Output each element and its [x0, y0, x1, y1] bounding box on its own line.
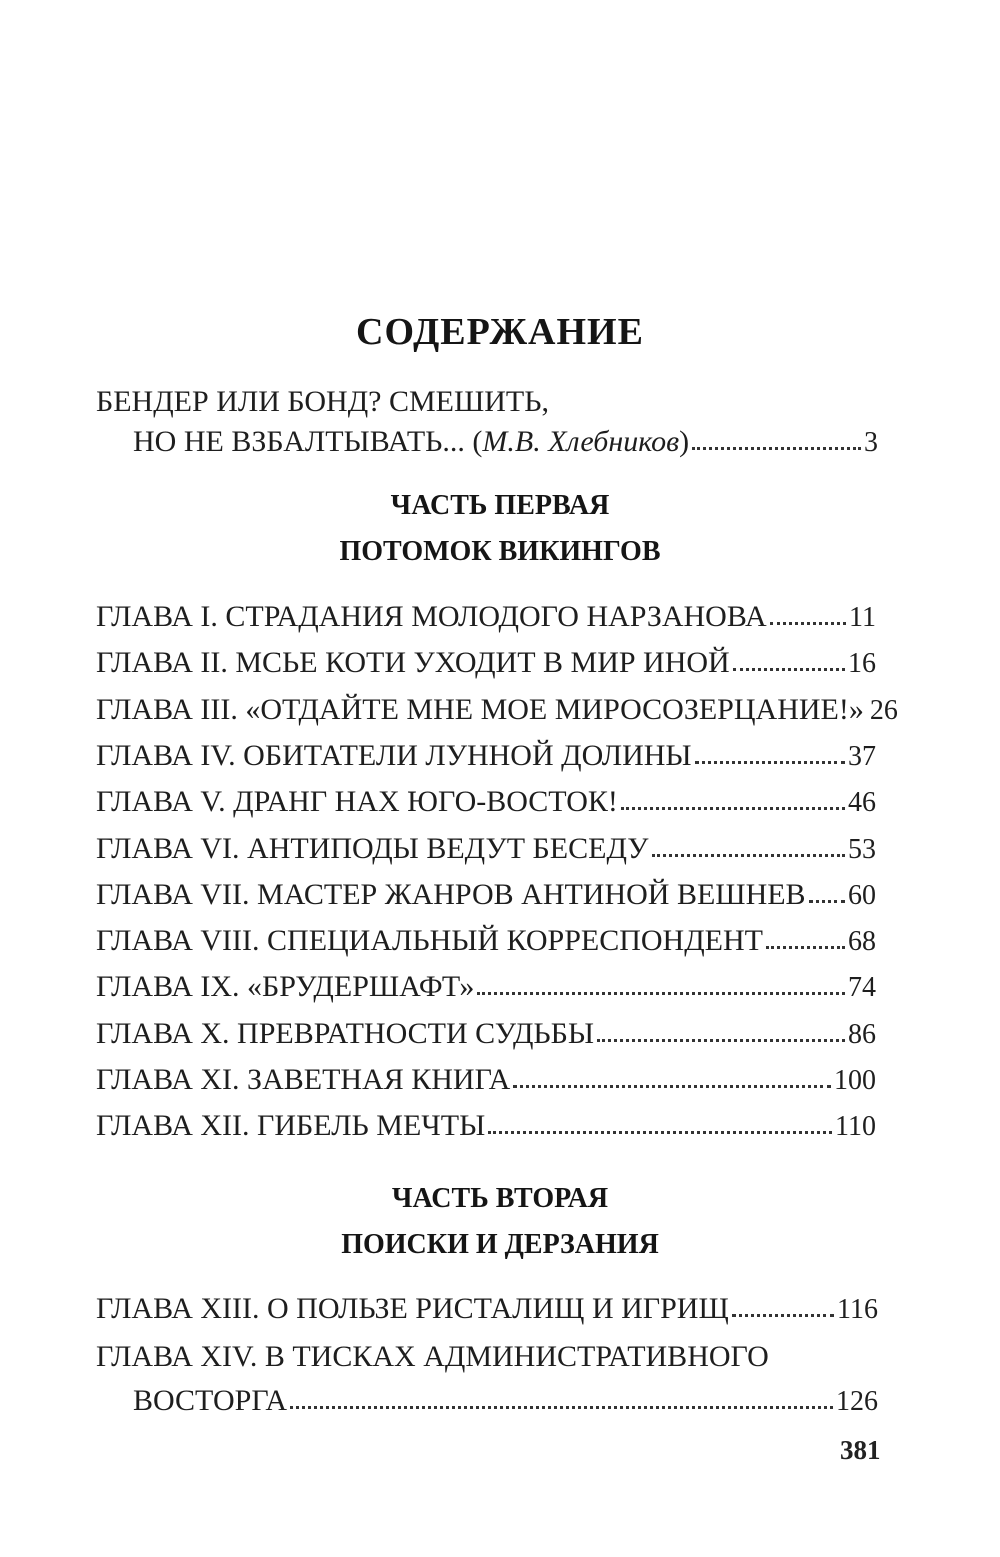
toc-entry-14-line-1: ГЛАВА XIV. В ТИСКАХ АДМИНИСТРАТИВНОГО	[96, 1340, 769, 1373]
toc-entry	[96, 832, 876, 866]
toc-page-number: 116	[837, 1294, 878, 1325]
leader-dots	[597, 1039, 845, 1042]
leader-dots	[477, 992, 845, 995]
leader-dots	[770, 622, 846, 625]
toc-page-number: 86	[848, 1018, 876, 1050]
toc-entry	[96, 600, 876, 634]
leader-dots	[513, 1085, 831, 1088]
toc-entry	[96, 924, 876, 958]
toc-page-number: 26	[869, 694, 898, 726]
toc-entry	[96, 970, 876, 1004]
intro-author: М.В. Хлебников	[482, 425, 680, 458]
toc-entry	[96, 1109, 876, 1143]
leader-dots	[290, 1406, 833, 1409]
toc-page-number: 74	[848, 972, 876, 1004]
toc-entry	[96, 1063, 876, 1097]
toc-page-number: 46	[848, 787, 876, 819]
intro-line-1: БЕНДЕР ИЛИ БОНД? СМЕШИТЬ,	[96, 385, 549, 418]
page-number: 381	[840, 1435, 881, 1465]
toc-page-number: 60	[848, 879, 876, 911]
page-title: СОДЕРЖАНИЕ	[356, 311, 644, 353]
leader-dots	[695, 761, 845, 764]
toc-entry-label: ГЛАВА XI. ЗАВЕТНАЯ КНИГА	[96, 1063, 511, 1096]
toc-page-number: 100	[834, 1065, 876, 1096]
toc-page-number: 11	[849, 602, 876, 633]
intro-author-close: )	[679, 425, 690, 458]
toc-entry-label: ГЛАВА IX. «БРУДЕРШАФТ»	[96, 970, 475, 1004]
leader-dots	[652, 854, 845, 857]
toc-page-number: 68	[848, 926, 876, 958]
toc-page-number: 3	[864, 427, 878, 458]
toc-entry-label: ГЛАВА X. ПРЕВРАТНОСТИ СУДЬБЫ	[96, 1016, 595, 1050]
toc-entry-label: ВОСТОРГА	[133, 1384, 288, 1417]
leader-dots	[809, 900, 845, 903]
leader-dots	[692, 447, 861, 450]
toc-page-number: 37	[848, 740, 876, 772]
toc-entry-13	[96, 1292, 878, 1326]
toc-entry	[96, 1017, 876, 1051]
leader-dots	[732, 1314, 834, 1317]
toc-entry-label: ГЛАВА I. СТРАДАНИЯ МОЛОДОГО НАРЗАНОВА	[96, 600, 767, 633]
toc-entry-label: ГЛАВА XII. ГИБЕЛЬ МЕЧТЫ	[96, 1109, 486, 1143]
toc-entry-label: ГЛАВА II. МСЬЕ КОТИ УХОДИТ В МИР ИНОЙ	[96, 646, 730, 680]
toc-entry-label: ГЛАВА V. ДРАНГ НАХ ЮГО-ВОСТОК!	[96, 785, 618, 819]
intro-line-2: НО НЕ ВЗБАЛТЫВАТЬ...	[133, 425, 465, 458]
toc-entry-14	[133, 1384, 878, 1418]
toc-entry-label: ГЛАВА XIII. О ПОЛЬЗЕ РИСТАЛИЩ И ИГРИЩ	[96, 1292, 729, 1325]
toc-entry	[96, 646, 876, 680]
toc-entry	[96, 739, 876, 773]
toc-entry	[96, 692, 898, 727]
leader-dots	[766, 946, 845, 949]
part2-label: ЧАСТЬ ВТОРАЯ	[391, 1183, 609, 1214]
toc-page-number: 126	[836, 1386, 878, 1417]
toc-entry-label: ГЛАВА IV. ОБИТАТЕЛИ ЛУННОЙ ДОЛИНЫ	[96, 738, 692, 772]
part1-title: ПОТОМОК ВИКИНГОВ	[339, 536, 661, 567]
leader-dots	[733, 668, 845, 671]
intro-author-open: (	[472, 425, 483, 458]
toc-entry	[96, 785, 876, 819]
toc-entry-label: ГЛАВА VII. МАСТЕР ЖАНРОВ АНТИНОЙ ВЕШНЕВ	[96, 877, 806, 911]
toc-page-number: 110	[835, 1111, 876, 1143]
toc-page-number: 53	[848, 833, 876, 865]
part2-title: ПОИСКИ И ДЕРЗАНИЯ	[341, 1229, 659, 1260]
toc-entry	[96, 878, 876, 912]
toc-entry-intro	[133, 425, 878, 459]
leader-dots	[488, 1131, 832, 1134]
leader-dots	[621, 807, 845, 810]
toc-entry-label: ГЛАВА III. «ОТДАЙТЕ МНЕ МОЕ МИРОСОЗЕРЦАНИЕ!»	[96, 692, 864, 726]
toc-entry-label: ГЛАВА VIII. СПЕЦИАЛЬНЫЙ КОРРЕСПОНДЕНТ	[96, 924, 763, 958]
toc-entry-label: ГЛАВА VI. АНТИПОДЫ ВЕДУТ БЕСЕДУ	[96, 831, 649, 865]
part1-label: ЧАСТЬ ПЕРВАЯ	[390, 490, 610, 521]
toc-page-number: 16	[848, 648, 876, 680]
